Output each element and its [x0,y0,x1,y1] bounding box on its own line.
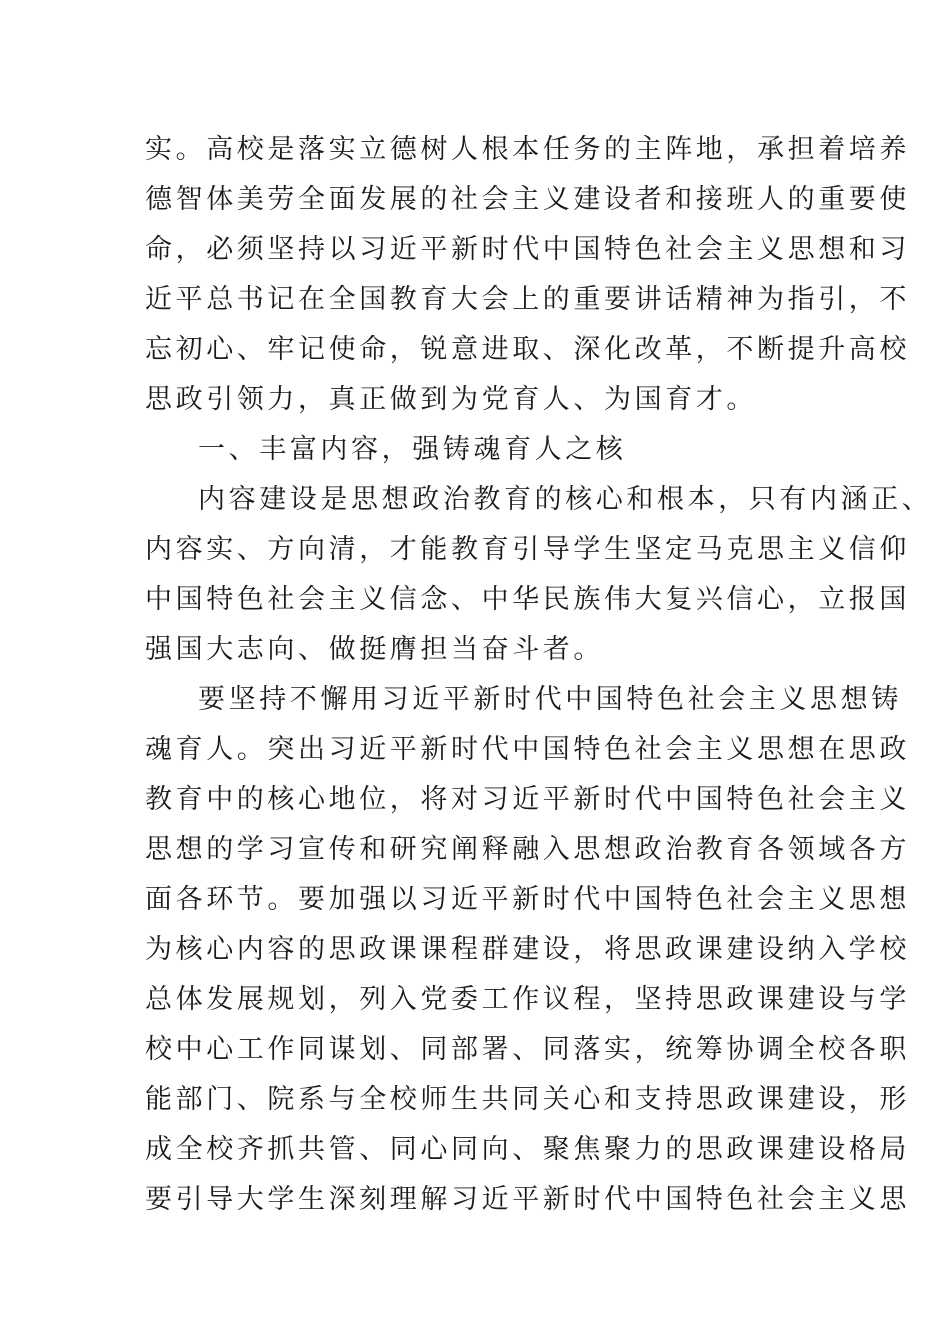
text-line: 总体发展规划，列入党委工作议程，坚持思政课建设与学 [145,984,910,1015]
text-line: 忘初心、牢记使命，锐意进取、深化改革，不断提升高校 [145,334,910,365]
text-line: 德智体美劳全面发展的社会主义建设者和接班人的重要使 [145,184,910,215]
text-line: 魂育人。突出习近平新时代中国特色社会主义思想在思政 [145,734,910,765]
text-line: 命，必须坚持以习近平新时代中国特色社会主义思想和习 [145,234,910,265]
text-line: 教育中的核心地位，将对习近平新时代中国特色社会主义 [145,784,910,815]
text-line: 强国大志向、做挺膺担当奋斗者。 [145,634,604,665]
text-line: 要坚持不懈用习近平新时代中国特色社会主义思想铸 [198,684,902,715]
text-line: 内容实、方向清，才能教育引导学生坚定马克思主义信仰 [145,534,910,565]
section-heading: 一、丰富内容，强铸魂育人之核 [198,434,627,465]
text-line: 要引导大学生深刻理解习近平新时代中国特色社会主义思 [145,1184,910,1215]
text-line: 实。高校是落实立德树人根本任务的主阵地，承担着培养 [145,134,910,165]
text-line: 思想的学习宣传和研究阐释融入思想政治教育各领域各方 [145,834,910,865]
text-line: 校中心工作同谋划、同部署、同落实，统筹协调全校各职 [145,1034,910,1065]
text-line: 思政引领力，真正做到为党育人、为国育才。 [145,384,757,415]
text-line: 中国特色社会主义信念、中华民族伟大复兴信心，立报国 [145,584,910,615]
text-line: 面各环节。要加强以习近平新时代中国特色社会主义思想 [145,884,910,915]
text-line: 能部门、院系与全校师生共同关心和支持思政课建设，形 [145,1084,910,1115]
text-line: 内容建设是思想政治教育的核心和根本，只有内涵正、 [198,484,933,515]
text-line: 为核心内容的思政课课程群建设，将思政课建设纳入学校 [145,934,910,965]
text-line: 成全校齐抓共管、同心同向、聚焦聚力的思政课建设格局 [145,1134,910,1165]
text-line: 近平总书记在全国教育大会上的重要讲话精神为指引，不 [145,284,910,315]
